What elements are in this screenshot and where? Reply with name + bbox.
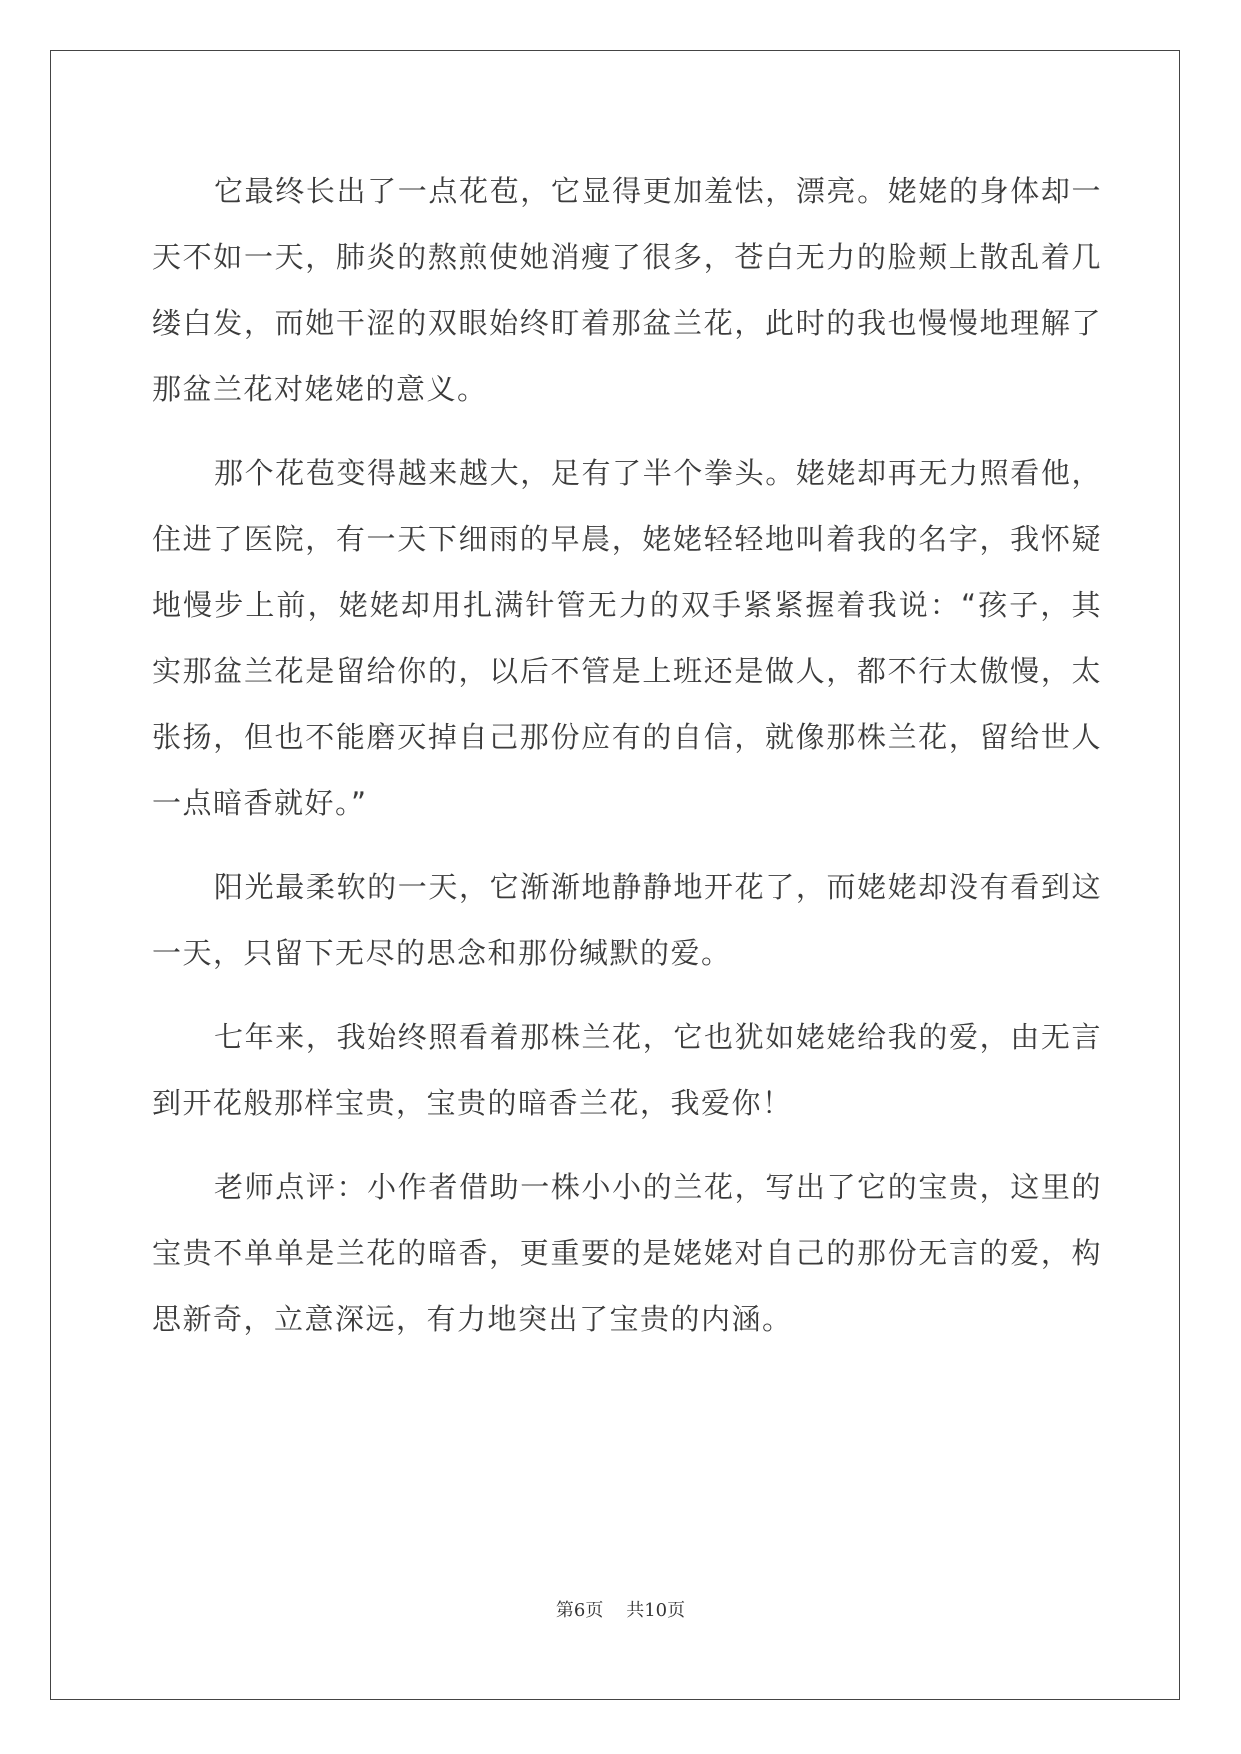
paragraph: 那个花苞变得越来越大，足有了半个拳头。姥姥却再无力照看他，住进了医院，有一天下细雨的早晨，姥姥轻轻地叫着我的名字，我怀疑地慢步上前，姥姥却用扎满针管无力的双手紧紧握着我说：“孩子，其实那盆兰花是留给你的，以后不管是上班还是做人，都不行太傲慢，太张扬，但也不能磨灭掉自己那份应有的自信，就像那株兰花，留给世人一点暗香就好。” bbox=[152, 456, 1102, 820]
page-number-footer: 第6页 共10页 bbox=[555, 1600, 686, 1621]
teacher-comment-paragraph: 老师点评：小作者借助一株小小的兰花，写出了它的宝贵，这里的宝贵不单单是兰花的暗香，更重要的是姥姥对自己的那份无言的爱，构思新奇，立意深远，有力地突出了宝贵的内涵。 bbox=[152, 1170, 1102, 1336]
paragraph: 七年来，我始终照看着那株兰花，它也犹如姥姥给我的爱，由无言到开花般那样宝贵，宝贵的暗香兰花，我爱你！ bbox=[152, 1020, 1102, 1120]
paragraph: 它最终长出了一点花苞，它显得更加羞怯，漂亮。姥姥的身体却一天不如一天，肺炎的熬煎使她消瘦了很多，苍白无力的脸颊上散乱着几缕白发，而她干涩的双眼始终盯着那盆兰花，此时的我也慢慢地理解了那盆兰花对姥姥的意义。 bbox=[152, 174, 1102, 406]
paragraph: 阳光最柔软的一天，它渐渐地静静地开花了，而姥姥却没有看到这一天，只留下无尽的思念和那份缄默的爱。 bbox=[152, 870, 1102, 970]
document-body bbox=[152, 158, 1102, 1352]
